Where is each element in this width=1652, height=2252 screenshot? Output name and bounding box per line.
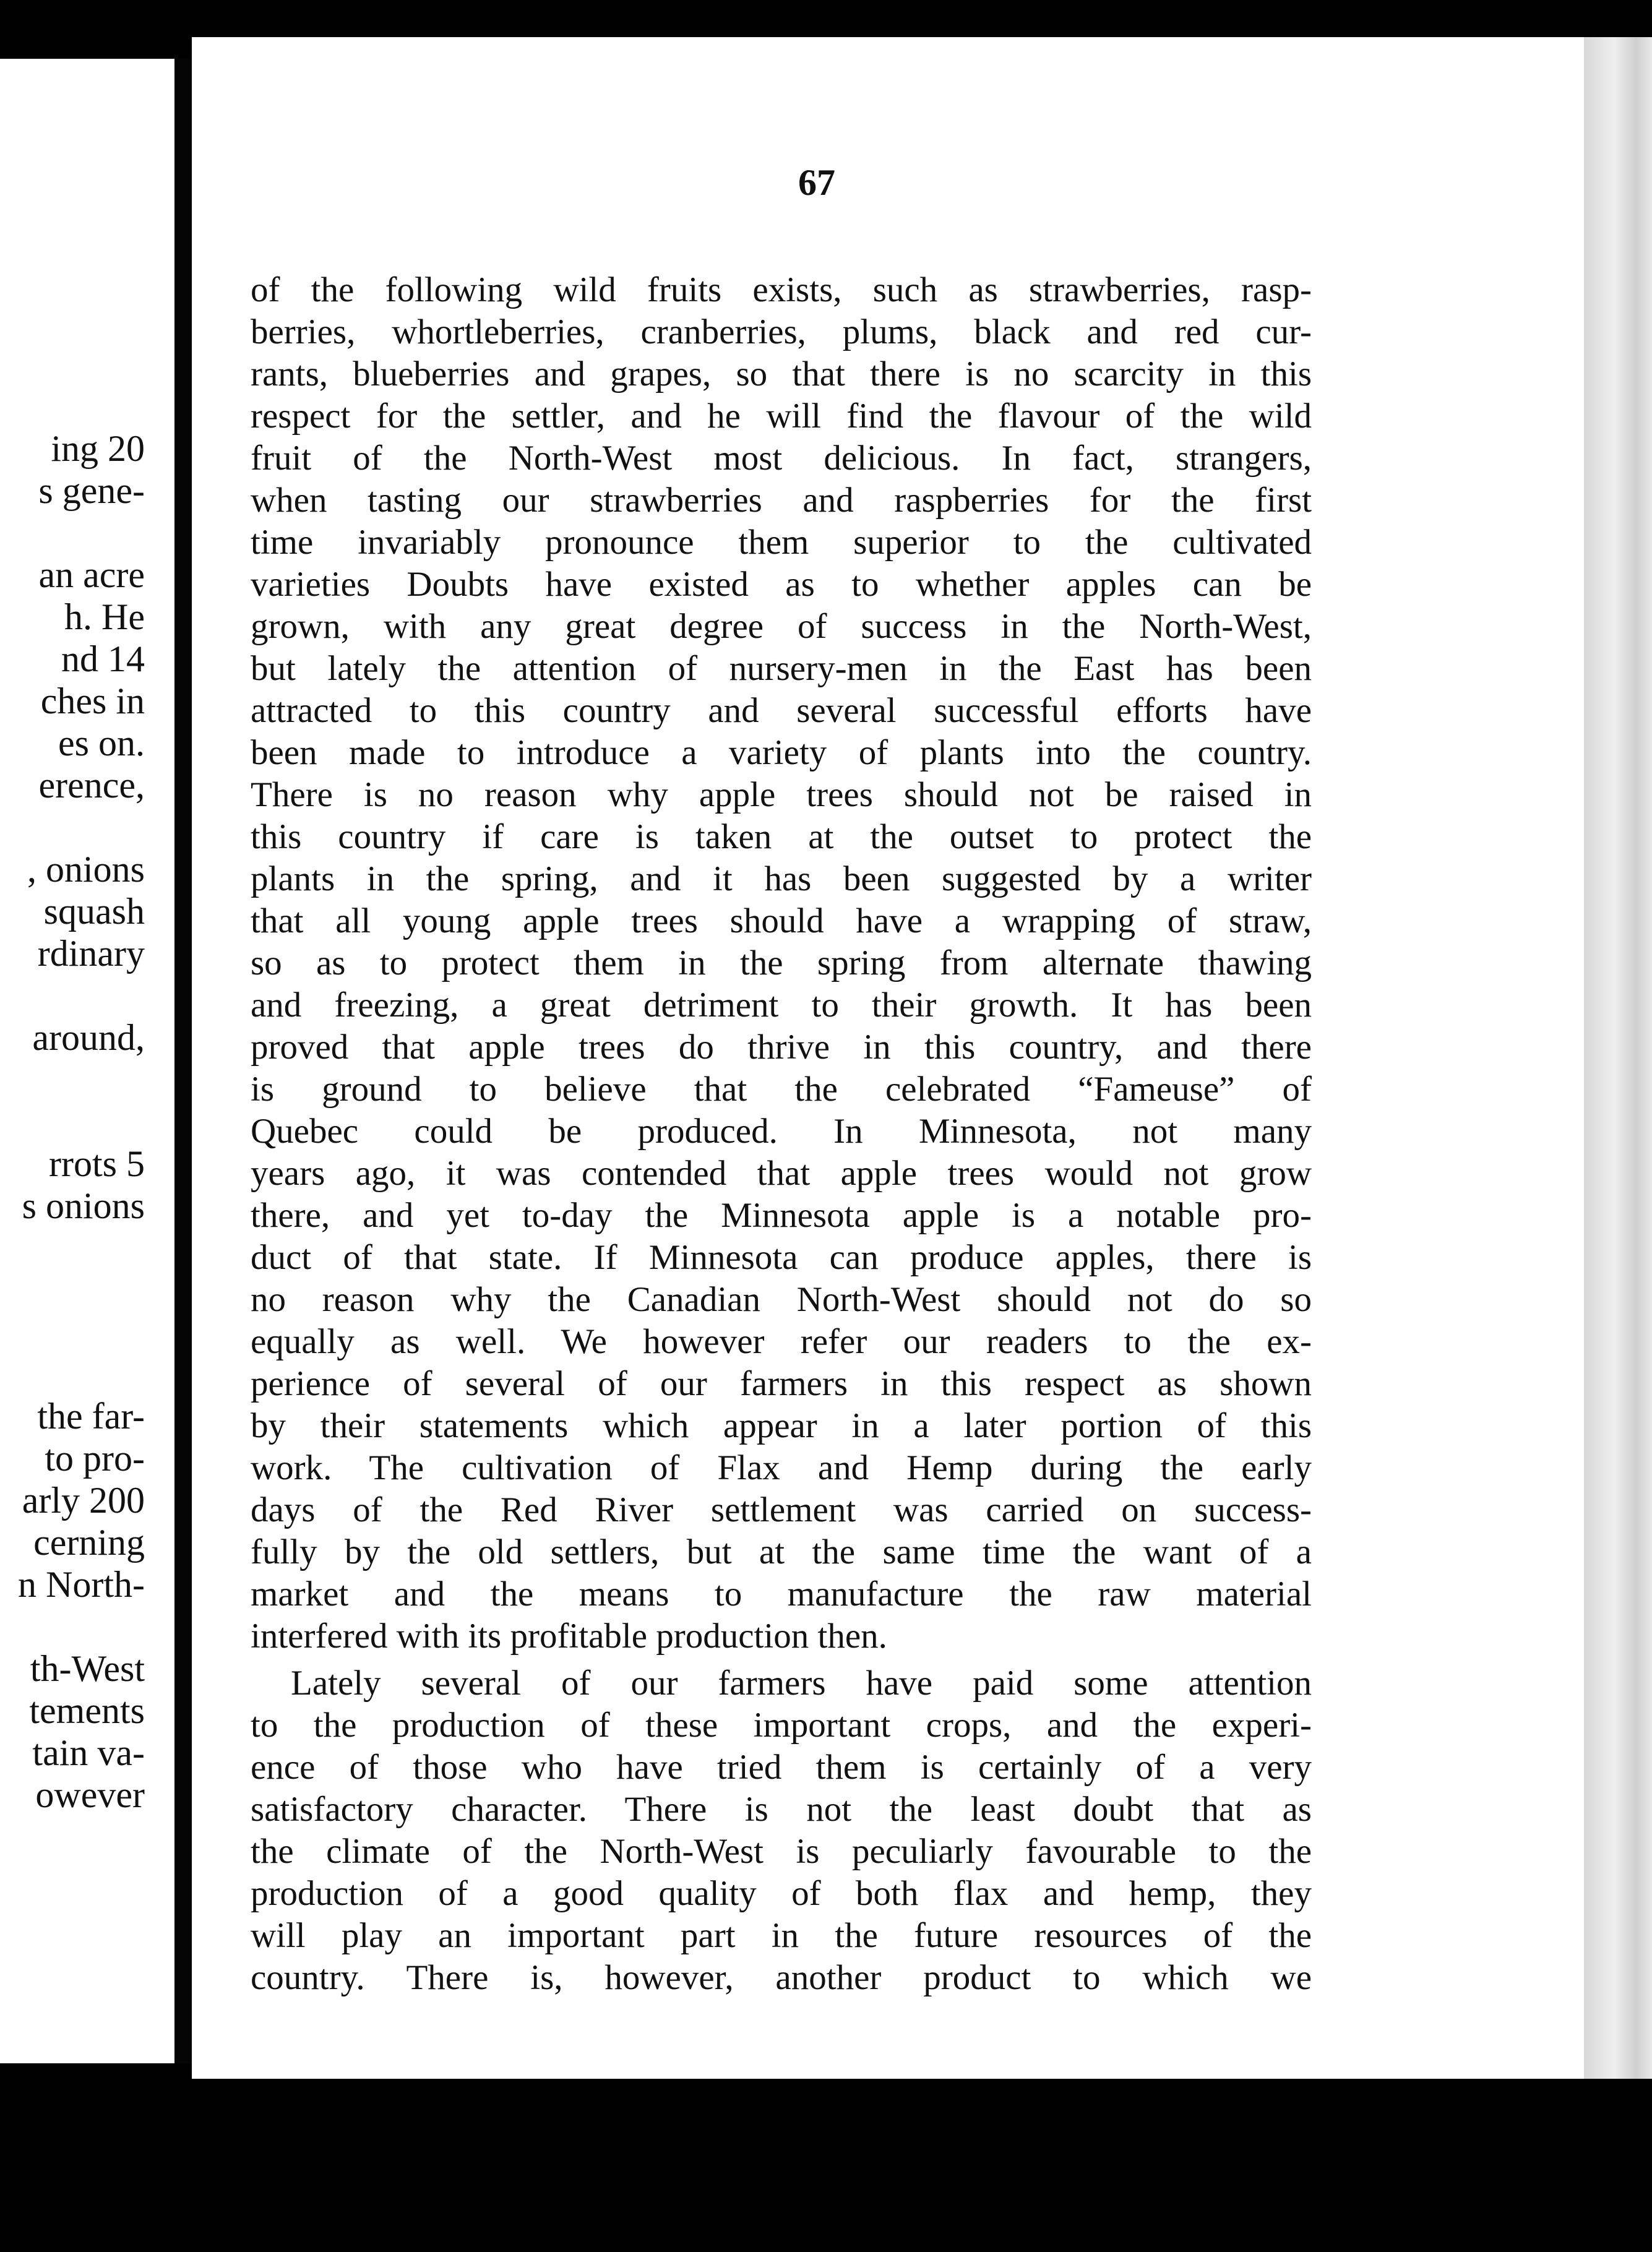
page-number: 67	[798, 162, 835, 203]
text-line: duct of that state. If Minnesota can produce apples, there is	[251, 1238, 1312, 1277]
facing-page-line: rrots 5	[49, 1143, 145, 1184]
facing-page-line: s onions	[22, 1185, 145, 1226]
paragraph	[251, 1662, 1312, 1999]
text-line: equally as well. We however refer our readers to the ex-	[251, 1322, 1312, 1361]
paragraph-gap	[251, 1657, 1312, 1662]
page	[192, 37, 1652, 2079]
facing-page-line: , onions	[27, 849, 145, 890]
text-line: fruit of the North-West most delicious. In fact, strangers,	[251, 439, 1312, 478]
text-line: fully by the old settlers, but at the same time the want of a	[251, 1532, 1312, 1571]
facing-page-line: ing 20	[51, 428, 145, 469]
facing-page-line: rdinary	[37, 933, 145, 974]
text-line: so as to protect them in the spring from alternate thawing	[251, 943, 1312, 982]
facing-page-line: tain va-	[32, 1732, 145, 1773]
page-gutter	[174, 59, 192, 2063]
text-line: market and the means to manufacture the raw material	[251, 1575, 1312, 1614]
text-line: berries, whortleberries, cranberries, plums, black and red cur-	[251, 312, 1312, 351]
facing-page-line: es on.	[58, 723, 145, 763]
page-edge-shadow	[1584, 37, 1652, 2079]
facing-page-line: the far-	[37, 1396, 145, 1437]
text-line: time invariably pronounce them superior to the cultivated	[251, 523, 1312, 562]
facing-page-line: ches in	[40, 681, 145, 721]
text-line: Lately several of our farmers have paid some attention	[291, 1664, 1312, 1703]
facing-page-fragment	[0, 59, 174, 2063]
facing-page-line: tements	[29, 1690, 145, 1731]
facing-page-line: an acre	[38, 554, 145, 595]
text-line: that all young apple trees should have a wrapping of straw,	[251, 901, 1312, 940]
facing-page-line: h. He	[64, 596, 145, 637]
text-line: plants in the spring, and it has been suggested by a writer	[251, 859, 1312, 898]
facing-page-line: th-West	[30, 1648, 145, 1689]
text-line: of the following wild fruits exists, such as strawberries, rasp-	[251, 270, 1312, 309]
text-line: days of the Red River settlement was carried on success-	[251, 1490, 1312, 1529]
paragraph	[251, 269, 1312, 1657]
text-line: years ago, it was contended that apple trees would not grow	[251, 1154, 1312, 1193]
text-line: but lately the attention of nursery-men in the East has been	[251, 649, 1312, 688]
facing-page-line: n North-	[18, 1564, 145, 1605]
facing-page-line: s gene-	[38, 470, 145, 511]
text-line: respect for the settler, and he will find the flavour of the wild	[251, 397, 1312, 436]
text-line: will play an important part in the future resources of the	[251, 1916, 1312, 1955]
text-line: the climate of the North-West is peculiarly favourable to the	[251, 1832, 1312, 1871]
text-line: is ground to believe that the celebrated “Fameuse” of	[251, 1070, 1312, 1109]
text-line: perience of several of our farmers in this respect as shown	[251, 1364, 1312, 1403]
text-line: there, and yet to-day the Minnesota apple is a notable pro-	[251, 1196, 1312, 1235]
text-line: varieties Doubts have existed as to whether apples can be	[251, 565, 1312, 604]
text-line: work. The cultivation of Flax and Hemp during the early	[251, 1448, 1312, 1487]
text-line: when tasting our strawberries and raspberries for the first	[251, 481, 1312, 520]
text-line: production of a good quality of both flax and hemp, they	[251, 1874, 1312, 1913]
text-line: attracted to this country and several successful efforts have	[251, 691, 1312, 730]
facing-page-line: to pro-	[45, 1438, 145, 1479]
text-line: ence of those who have tried them is certainly of a very	[251, 1748, 1312, 1787]
facing-page-line: around,	[32, 1017, 145, 1058]
text-line: no reason why the Canadian North-West should not do so	[251, 1280, 1312, 1319]
text-line: rants, blueberries and grapes, so that there is no scarcity in this	[251, 355, 1312, 393]
facing-page-line: squash	[43, 891, 145, 932]
facing-page-line: arly 200	[22, 1480, 145, 1521]
body-text	[251, 269, 1312, 1999]
text-line: to the production of these important crops, and the experi-	[251, 1706, 1312, 1745]
facing-page-line: owever	[35, 1774, 145, 1815]
text-line: There is no reason why apple trees should not be raised in	[251, 775, 1312, 814]
text-line: this country if care is taken at the outset to protect the	[251, 817, 1312, 856]
facing-page-line: nd 14	[61, 638, 145, 679]
text-line: been made to introduce a variety of plants into the country.	[251, 733, 1312, 772]
text-line: country. There is, however, another product to which we	[251, 1958, 1312, 1997]
text-line: and freezing, a great detriment to their growth. It has been	[251, 986, 1312, 1025]
text-line: Quebec could be produced. In Minnesota, not many	[251, 1112, 1312, 1151]
text-line: proved that apple trees do thrive in this country, and there	[251, 1028, 1312, 1067]
facing-page-line: erence,	[38, 765, 145, 806]
text-line: interfered with its profitable production then.	[251, 1617, 887, 1656]
text-line: grown, with any great degree of success in the North-West,	[251, 607, 1312, 646]
facing-page-line: cerning	[33, 1522, 145, 1563]
text-line: by their statements which appear in a later portion of this	[251, 1406, 1312, 1445]
text-line: satisfactory character. There is not the least doubt that as	[251, 1790, 1312, 1829]
